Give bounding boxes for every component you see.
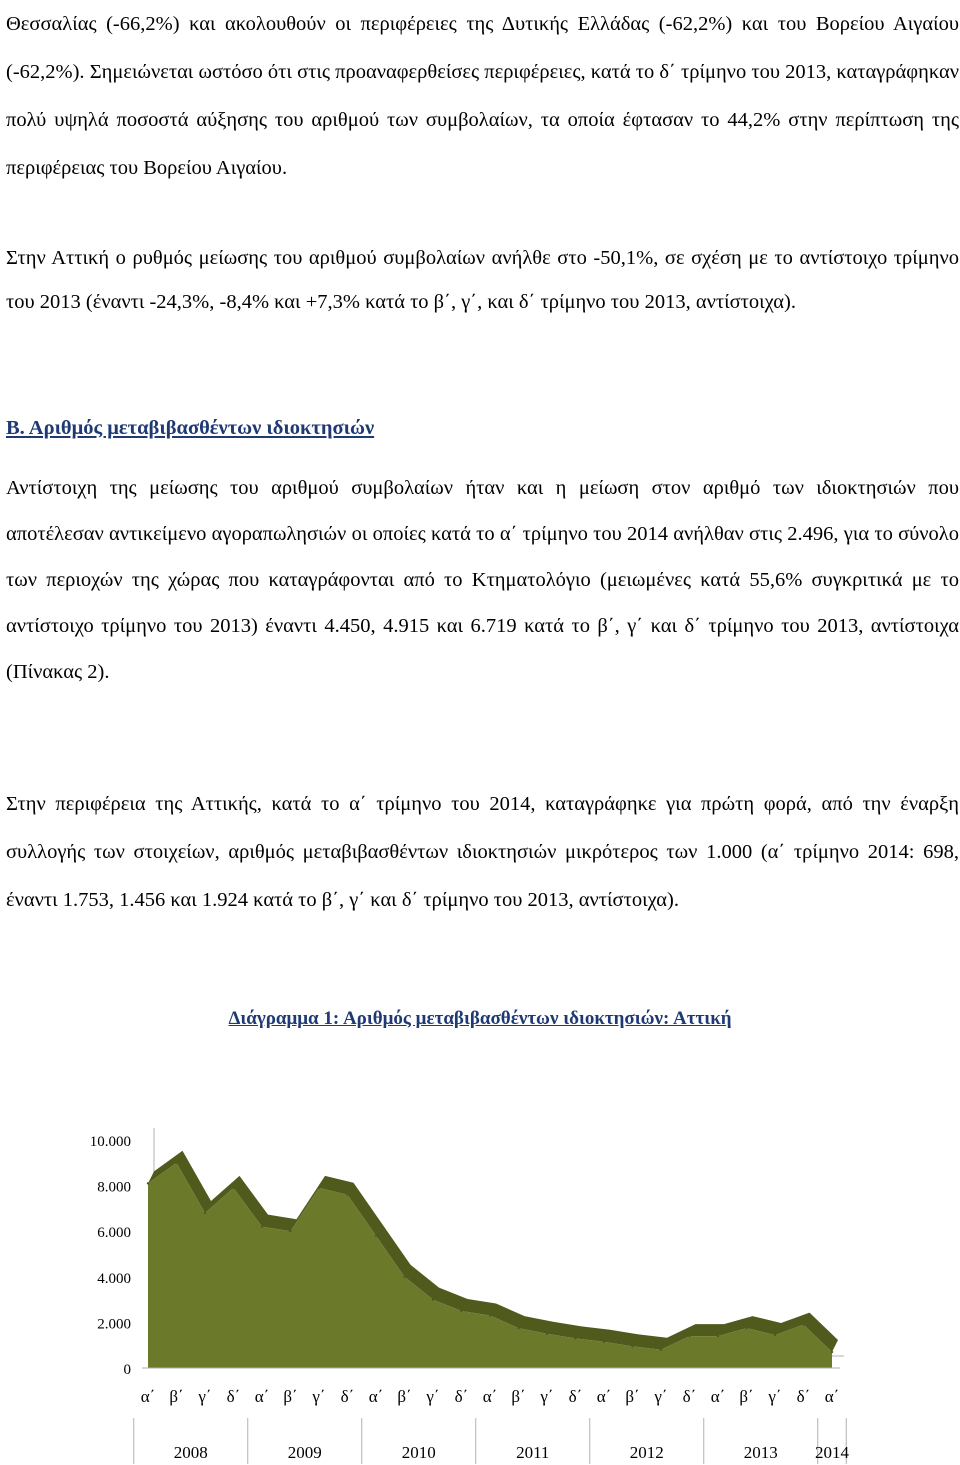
data-point (717, 1335, 719, 1337)
x-tick-label: β΄ (397, 1387, 412, 1406)
x-tick-label: α΄ (824, 1387, 840, 1406)
data-point (147, 1182, 149, 1184)
data-point (204, 1212, 206, 1214)
data-point (546, 1333, 548, 1335)
data-point (745, 1327, 747, 1329)
x-tick-label: γ΄ (540, 1387, 554, 1406)
x-tick-label: β΄ (511, 1387, 526, 1406)
y-tick-label: 10.000 (89, 1134, 131, 1150)
paragraph-2: Στην Αττική ο ρυθμός μείωσης του αριθμού συμβολαίων ανήλθε στο -50,1%, σε σχέση με το αντίστοιχο τρίμηνο του 2013 (έναντι -24,3%, -8,4% και +7,3% κατά το β΄, γ΄, και δ΄ τρίμηνο του 2013, αντίστοιχα). (6, 247, 959, 313)
x-tick-label: α΄ (254, 1387, 270, 1406)
x-tick-label: δ΄ (226, 1387, 241, 1406)
x-tick-label: γ΄ (768, 1387, 782, 1406)
x-tick-label: γ΄ (198, 1387, 212, 1406)
x-tick-label: δ΄ (454, 1387, 469, 1406)
y-tick-label: 6.000 (97, 1225, 131, 1242)
chart-title: Διάγραμμα 1: Αριθμός μεταβιβασθέντων ιδιοκτησιών: Αττική (228, 1008, 732, 1029)
x-tick-label: α΄ (710, 1387, 726, 1406)
year-label: 2014 (815, 1443, 849, 1462)
paragraph-3: Αντίστοιχη της μείωσης του αριθμού συμβολαίων ήταν και η μείωση στον αριθμό των ιδιοκτησιών που αποτέλεσαν αντικείμενο αγοραπωλησιών οι οποίες κατά το α΄ τρίμηνο του 2014 ανήλθαν στις 2.496, για το σύνολο των περιοχών της χώρας που καταγράφονται από το Κτηματολόγιο (μειωμένες κατά 55,6% συγκριτικά με το αντίστοιχο τρίμηνο του 2013) έναντι 4.450, 4.915 και 6.719 κατά το β΄, γ΄ και δ΄ τρίμηνο του 2013, αντίστοιχα (Πίνακας 2). (6, 477, 959, 683)
x-tick-label: γ΄ (426, 1387, 440, 1406)
data-point (802, 1323, 804, 1325)
x-tick-label: α΄ (482, 1387, 498, 1406)
y-tick-label: 2.000 (97, 1316, 131, 1333)
data-point (489, 1314, 491, 1316)
data-point (631, 1345, 633, 1347)
x-tick-label: β΄ (283, 1387, 298, 1406)
x-tick-label: δ΄ (568, 1387, 583, 1406)
data-point (289, 1230, 291, 1232)
data-point (660, 1349, 662, 1351)
year-label: 2009 (287, 1443, 322, 1462)
x-tick-label: γ΄ (312, 1387, 326, 1406)
data-point (831, 1351, 833, 1353)
data-point (517, 1327, 519, 1329)
x-tick-label: β΄ (169, 1387, 184, 1406)
x-tick-label: δ΄ (796, 1387, 811, 1406)
y-tick-label: 8.000 (97, 1179, 131, 1196)
x-tick-label: δ΄ (682, 1387, 697, 1406)
year-label: 2011 (516, 1443, 550, 1462)
x-tick-label: β΄ (625, 1387, 640, 1406)
data-point (318, 1187, 320, 1189)
paragraph-4: Στην περιφέρεια της Αττικής, κατά το α΄ τρίμηνο του 2014, καταγράφηκε για πρώτη φορά, από την έναρξη συλλογής των στοιχείων, αριθμός μεταβιβασθέντων ιδιοκτησιών μικρότερος των 1.000 (α΄ τρίμηνο 2014: 698, έναντι 1.753, 1.456 και 1.924 κατά το β΄, γ΄ και δ΄ τρίμηνο του 2013, αντίστοιχα). (6, 793, 959, 911)
year-label: 2013 (743, 1443, 778, 1462)
data-point (603, 1341, 605, 1343)
x-tick-label: α΄ (596, 1387, 612, 1406)
data-point (346, 1194, 348, 1196)
x-tick-label: β΄ (739, 1387, 754, 1406)
x-tick-label: γ΄ (654, 1387, 668, 1406)
y-tick-label: 4.000 (97, 1270, 131, 1287)
data-point (460, 1310, 462, 1312)
data-point (403, 1276, 405, 1278)
data-point (261, 1225, 263, 1227)
area-chart (0, 1060, 960, 1465)
y-tick-label: 0 (123, 1362, 131, 1378)
data-point (175, 1162, 177, 1164)
x-tick-label: δ΄ (340, 1387, 355, 1406)
data-point (232, 1187, 234, 1189)
data-point (574, 1337, 576, 1339)
data-point (688, 1335, 690, 1337)
x-tick-label: α΄ (368, 1387, 384, 1406)
year-label: 2010 (401, 1443, 436, 1462)
x-tick-label: α΄ (140, 1387, 156, 1406)
data-point (375, 1235, 377, 1237)
year-label: 2012 (629, 1443, 664, 1462)
section-heading: Β. Αριθμός μεταβιβασθέντων ιδιοκτησιών (6, 417, 375, 439)
data-point (432, 1298, 434, 1300)
year-label: 2008 (173, 1443, 208, 1462)
data-point (774, 1334, 776, 1336)
paragraph-1: Θεσσαλίας (-66,2%) και ακολουθούν οι περιφέρειες της Δυτικής Ελλάδας (-62,2%) και του Βορείου Αιγαίου (-62,2%). Σημειώνεται ωστόσο ότι στις προαναφερθείσες περιφέρειες, κατά το δ΄ τρίμηνο του 2013, καταγράφηκαν πολύ υψηλά ποσοστά αύξησης του αριθμού των συμβολαίων, τα οποία έφτασαν το 44,2% στην περίπτωση της περιφέρειας του Βορείου Αιγαίου. (6, 13, 959, 179)
